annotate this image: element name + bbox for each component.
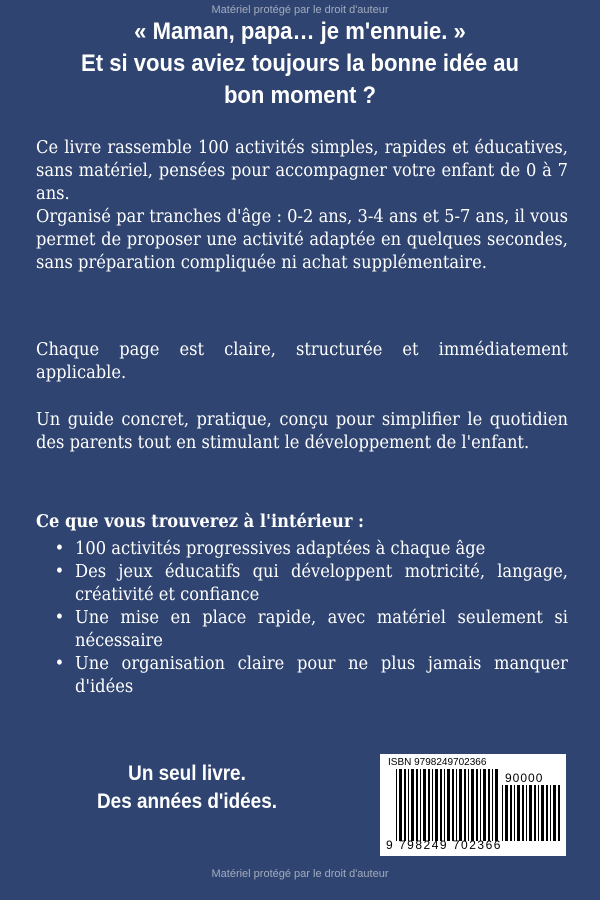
intro-paragraphs [36,137,568,275]
barcode-stripe [505,785,508,841]
barcode-stripe [558,785,560,841]
barcode-stripe [534,785,536,841]
barcode-stripe [526,785,527,841]
barcode-stripe [471,769,474,841]
barcode-stripe [435,769,438,841]
list-item [36,653,568,699]
organisation-paragraph: Organisé par tranches d'âge : 0-2 ans, 3-4 ans et 5-7 ans, il vous permet de proposer une activité adaptée en quelques secondes, sans préparation compliquée ni achat supplémentaire. [36,207,568,273]
barcode-stripe [492,769,493,841]
barcode-stripe [510,785,512,841]
list-item-text: Des jeux éducatifs qui développent motricité, langage, créativité et confiance [75,562,568,605]
barcode-stripe [408,769,409,841]
barcode-stripe [553,785,556,841]
list-item [36,538,568,561]
barcode-stripe [538,785,539,841]
price-code: 90000 [505,771,544,785]
barcode-stripe [550,785,551,841]
contents-section-title: Ce que vous trouverez à l'intérieur : [36,512,365,532]
barcode-stripe [546,785,548,841]
barcode-stripe [444,769,445,841]
addon-barcode-bars [502,785,560,841]
barcode-stripe [495,769,498,841]
barcode-stripe [432,769,433,841]
bullet: • [54,539,65,559]
barcode-stripe [529,785,532,841]
list-item-text: 100 activités progressives adaptées à chaque âge [75,539,486,559]
barcode-stripe [428,769,430,841]
copyright-watermark-top: Matériel protégé par le droit d'auteur [211,4,389,16]
barcode-stripe [404,769,406,841]
barcode-stripe [416,769,418,841]
barcode-stripe [423,769,426,841]
barcode-stripe [456,769,457,841]
list-item [36,607,568,653]
bullet: • [54,608,65,628]
barcode-stripe [452,769,454,841]
barcode-stripe [447,769,450,841]
headline-question: Et si vous aviez toujours la bonne idée au bon moment ? [80,50,520,109]
barcode-stripe [541,785,544,841]
barcode-stripe [411,769,414,841]
intro-paragraph: Ce livre rassemble 100 activités simples, rapides et éducatives, sans matériel, pensées pour accompagner votre enfant de 0 à 7 ans. [36,138,568,204]
barcode-stripe [440,769,442,841]
list-item-text: Une organisation claire pour ne plus jamais manquer d'idées [75,654,568,697]
copyright-watermark-bottom: Matériel protégé par le droit d'auteur [211,868,389,880]
tagline-line-2: Des années d'idées. [97,790,277,813]
barcode-stripe [399,769,402,841]
barcode-stripe [420,769,421,841]
clarity-paragraph: Chaque page est claire, structurée et immédiatement applicable. [36,340,568,383]
barcode-stripe [468,769,469,841]
barcode-stripe [476,769,478,841]
isbn-label: ISBN 9798249702366 [388,757,487,768]
barcode-stripe [488,769,490,841]
barcode-stripe [514,785,515,841]
barcode-stripe [522,785,524,841]
tagline-line-1: Un seul livre. [128,762,246,785]
contents-section [36,511,568,699]
headline-quote: « Maman, papa… je m'ennuie. » [134,18,466,45]
isbn-barcode [380,754,566,856]
contents-list [36,538,568,699]
barcode-stripe [464,769,466,841]
isbn-digits: 9 798249 702366 [386,838,502,852]
barcode-stripe [459,769,462,841]
barcode-stripe [480,769,481,841]
bullet: • [54,654,65,674]
barcode-stripe [483,769,486,841]
barcode-stripe [502,785,503,841]
barcode-bars [396,769,500,841]
barcode-stripe [396,769,397,841]
headline [61,16,539,112]
guide-paragraph: Un guide concret, pratique, conçu pour simplifier le quotidien des parents tout en stimulant le développement de l'enfant. [36,410,568,453]
list-item-text: Une mise en place rapide, avec matériel seulement si nécessaire [75,608,568,651]
tagline [52,760,322,816]
barcode-stripe [517,785,520,841]
list-item [36,561,568,607]
bullet: • [54,562,65,582]
